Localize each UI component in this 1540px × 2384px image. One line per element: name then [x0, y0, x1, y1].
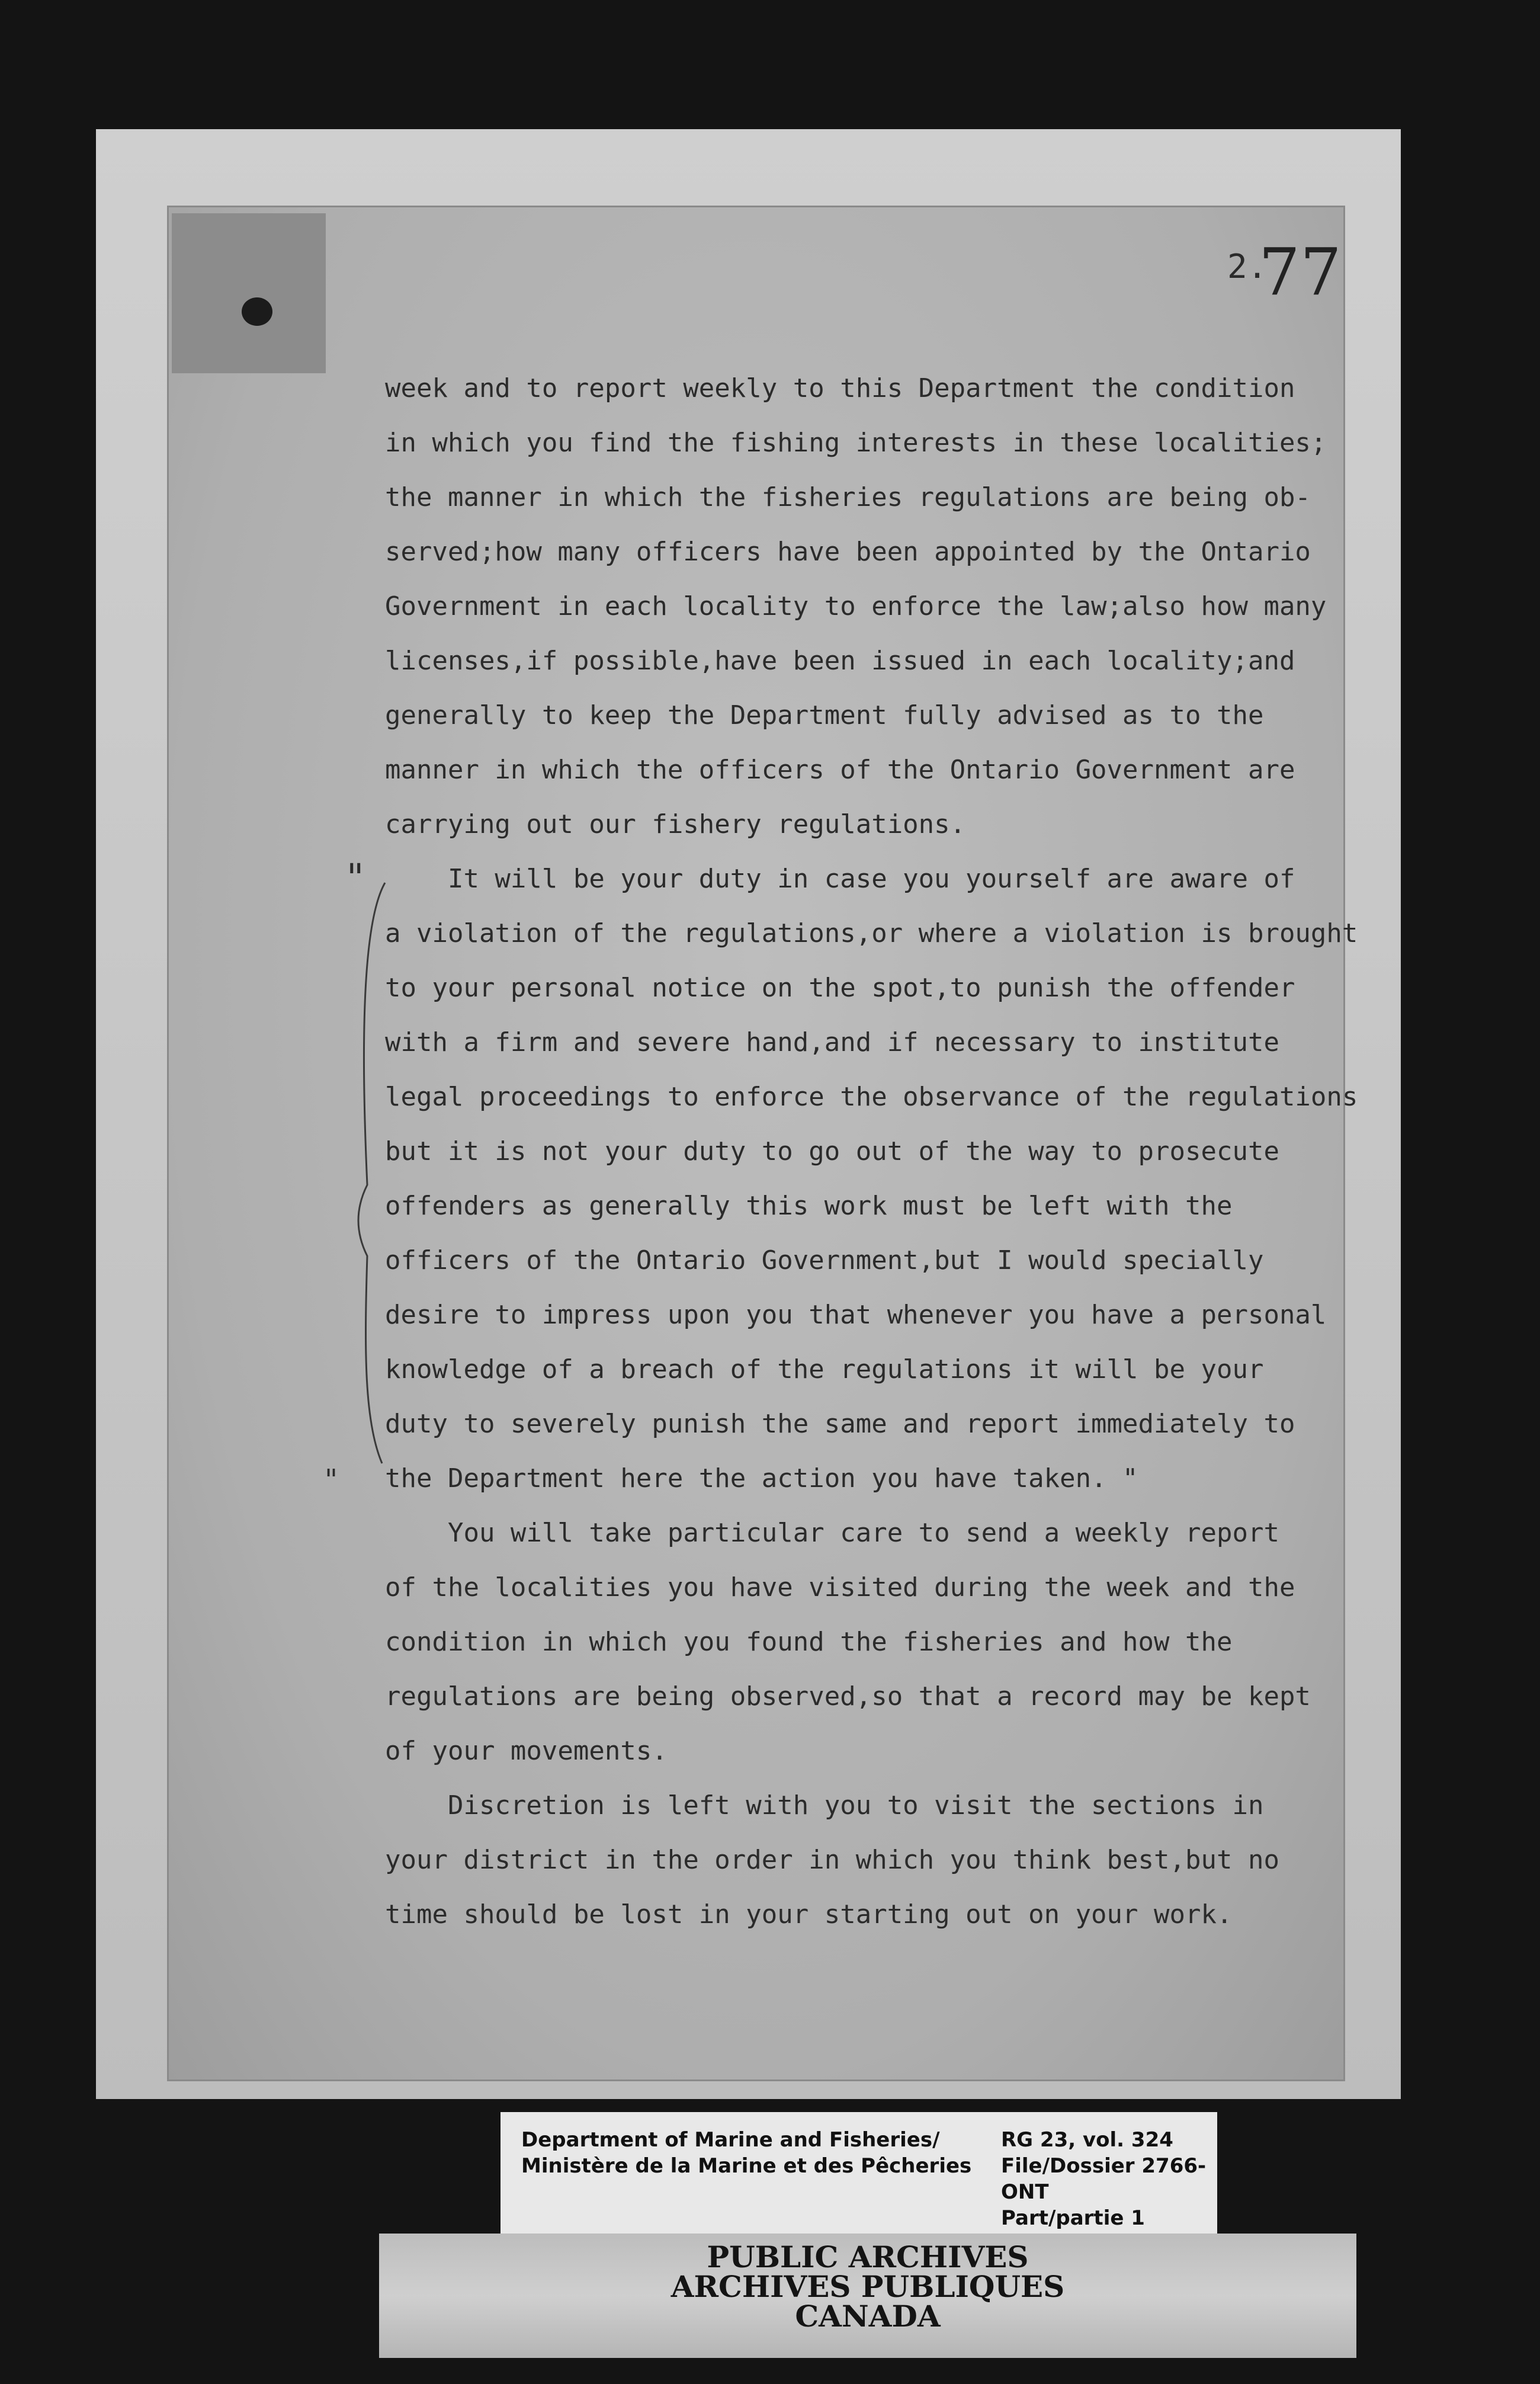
body-line: in which you find the fishing interests in these localities; [385, 428, 1327, 458]
body-line: served;how many officers have been appointed by the Ontario [385, 537, 1311, 567]
body-line: regulations are being observed,so that a record may be kept [385, 1681, 1311, 1712]
stamp-line-country: CANADA [795, 2299, 941, 2334]
caption-rg-volume: RG 23, vol. 324 [1001, 2128, 1173, 2152]
body-line: carrying out our fishery regulations. [385, 809, 966, 839]
body-line: desire to impress upon you that whenever you have a personal [385, 1300, 1327, 1330]
body-line: but it is not your duty to go out of the way to prosecute [385, 1136, 1279, 1167]
body-line: duty to severely punish the same and report immediately to [385, 1409, 1295, 1439]
stamp-line-fr: ARCHIVES PUBLIQUES [670, 2269, 1065, 2304]
body-line: to your personal notice on the spot,to punish the offender [385, 973, 1295, 1003]
archives-stamp [379, 2239, 1356, 2334]
body-line: offenders as generally this work must be left with the [385, 1191, 1233, 1221]
body-line: of your movements. [385, 1736, 668, 1766]
body-line: You will take particular care to send a weekly report [385, 1518, 1279, 1548]
body-line: Government in each locality to enforce the law;also how many [385, 591, 1327, 621]
body-line: generally to keep the Department fully advised as to the [385, 700, 1264, 730]
body-line: officers of the Ontario Government,but I would specially [385, 1245, 1264, 1276]
caption-department-en: Department of Marine and Fisheries/ [521, 2128, 940, 2152]
body-line: legal proceedings to enforce the observance of the regulations [385, 1082, 1358, 1112]
body-line: the manner in which the fisheries regulations are being ob- [385, 482, 1311, 512]
body-line: condition in which you found the fisheries and how the [385, 1627, 1233, 1657]
body-line: It will be your duty in case you yourself are aware of [385, 864, 1295, 894]
body-line: the Department here the action you have taken. " [385, 1463, 1138, 1494]
caption-reference [1001, 2127, 1206, 2231]
caption-department [521, 2127, 971, 2179]
page-number-handwritten: 77 [1259, 234, 1342, 310]
body-line: of the localities you have visited during the week and the [385, 1572, 1295, 1603]
body-line: licenses,if possible,have been issued in each locality;and [385, 646, 1295, 676]
body-line: week and to report weekly to this Department the condition [385, 373, 1295, 403]
stamp-line-en: PUBLIC ARCHIVES [707, 2239, 1029, 2274]
caption-department-fr: Ministère de la Marine et des Pêcheries [521, 2154, 972, 2178]
margin-close-quote: " [325, 1463, 338, 1497]
body-line: with a firm and severe hand,and if necessary to institute [385, 1027, 1279, 1058]
letter-body [385, 361, 1358, 1942]
punch-hole [242, 297, 272, 326]
margin-open-quote: " [346, 856, 364, 900]
body-line: time should be lost in your starting out on your work. [385, 1899, 1233, 1930]
body-line: your district in the order in which you think best,but no [385, 1845, 1279, 1875]
caption-part: Part/partie 1 [1001, 2206, 1145, 2230]
tab-corner [172, 213, 326, 373]
page-number-typed: 2. [1227, 248, 1268, 286]
body-line: knowledge of a breach of the regulations it will be your [385, 1354, 1264, 1385]
body-line: Discretion is left with you to visit the sections in [385, 1790, 1264, 1821]
caption-file-suffix: ONT [1001, 2180, 1049, 2204]
body-line: manner in which the officers of the Ontario Government are [385, 755, 1295, 785]
body-line: a violation of the regulations,or where a violation is brought [385, 918, 1358, 949]
caption-file-dossier: File/Dossier 2766- [1001, 2154, 1207, 2178]
